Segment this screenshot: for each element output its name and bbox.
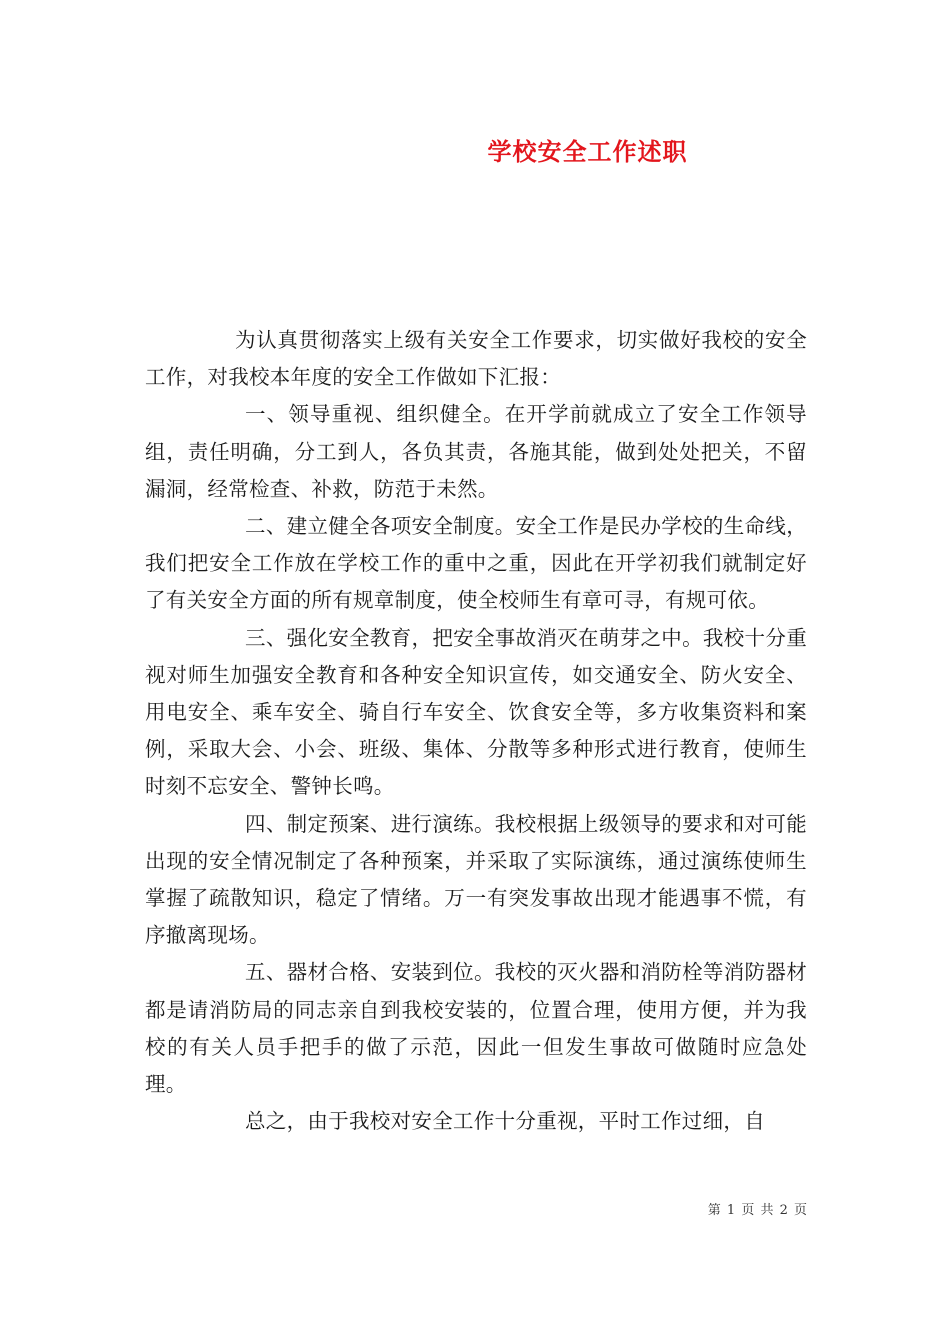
paragraph-section-2: 二、建立健全各项安全制度。安全工作是民办学校的生命线，我们把安全工作放在学校工作的重中之重，因此在开学初我们就制定好了有关安全方面的所有规章制度，使全校师生有章可寻，有规可依。 (145, 514, 807, 613)
paragraph-intro: 为认真贯彻落实上级有关安全工作要求，切实做好我校的安全工作，对我校本年度的安全工作做如下汇报： (145, 328, 807, 390)
paragraph-section-4: 四、制定预案、进行演练。我校根据上级领导的要求和对可能出现的安全情况制定了各种预案，并采取了实际演练，通过演练使师生掌握了疏散知识，稳定了情绪。万一有突发事故出现才能遇事不慌，有序撤离现场。 (145, 811, 807, 948)
page-number: 第 1 页 共 2 页 (707, 1203, 807, 1218)
paragraph-section-3: 三、强化安全教育，把安全事故消灭在萌芽之中。我校十分重视对师生加强安全教育和各种安全知识宣传，如交通安全、防火安全、用电安全、乘车安全、骑自行车安全、饮食安全等，多方收集资料和案例，采取大会、小会、班级、集体、分散等多种形式进行教育，使师生时刻不忘安全、警钟长鸣。 (145, 625, 807, 799)
document-title: 学校安全工作述职 (487, 138, 688, 166)
paragraph-conclusion: 总之，由于我校对安全工作十分重视，平时工作过细，自 (245, 1109, 765, 1134)
document-body (145, 322, 807, 1140)
paragraph-section-1: 一、领导重视、组织健全。在开学前就成立了安全工作领导组，责任明确，分工到人，各负其责，各施其能，做到处处把关，不留漏洞，经常检查、补救，防范于未然。 (145, 402, 807, 501)
paragraph-section-5: 五、器材合格、安装到位。我校的灭火器和消防栓等消防器材都是请消防局的同志亲自到我校安装的，位置合理，使用方便，并为我校的有关人员手把手的做了示范，因此一但发生事故可做随时应急处理。 (145, 960, 807, 1097)
